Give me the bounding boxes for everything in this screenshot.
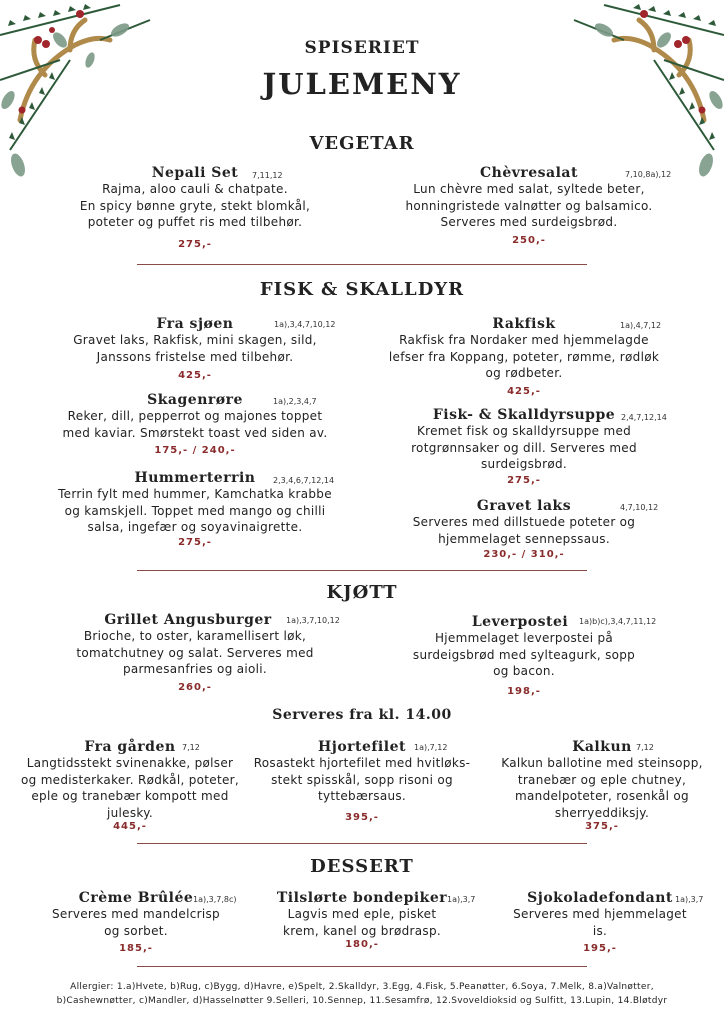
item-allergens: 2,3,4,6,7,12,14 [273, 476, 335, 485]
item-name: Tilslørte bondepiker [276, 890, 448, 906]
menu-title: JULEMENY [262, 67, 462, 101]
item-price: 185,- [119, 943, 153, 954]
item-price: 425,- [507, 385, 541, 397]
item-price: 275,- [178, 536, 212, 548]
menu-item-leverpostei [386, 614, 662, 697]
item-allergens: 1a),7,12 [414, 743, 448, 752]
item-price: 250,- [512, 234, 546, 246]
item-name: Chèvresalat [480, 165, 578, 181]
allergy-legend [0, 980, 724, 1008]
item-price: 375,- [585, 821, 619, 832]
section-heading-fisk-skalldyr: FISK & SKALLDYR [259, 279, 465, 300]
item-name: Nepali Set [151, 165, 239, 181]
item-allergens: 1a),2,3,4,7 [273, 397, 317, 406]
item-allergens: 1a),3,4,7,10,12 [274, 320, 336, 329]
menu-item-nepali-set [57, 165, 333, 250]
item-description: Serveres med mandelcrisp og sorbet. [52, 907, 220, 938]
item-description: Gravet laks, Rakfisk, mini skagen, sild, Janssons fristelse med tilbehør. [73, 333, 317, 364]
allergy-line-2: b)Cashewnøtter, c)Mandler, d)Hasselnøtter 9.Selleri, 10.Sennep, 11.Sesamfrø, 12.Svoveldioksid og Sulfitt, 13.Lupin, 14.Bløtdyr [56, 996, 668, 1006]
item-description: Hjemmelaget leverpostei på surdeigsbrød med sylteagurk, sopp og bacon. [412, 631, 636, 678]
item-allergens: 1a),4,7,12 [620, 321, 662, 330]
item-price: 195,- [583, 943, 617, 954]
item-price: 275,- [178, 238, 212, 250]
section-heading-vegetar: VEGETAR [309, 133, 415, 154]
item-description: Rajma, aloo cauli & chatpate. En spicy bønne gryte, stekt blomkål, poteter og puffet ris med tilbehør. [79, 182, 311, 229]
item-description: Terrin fylt med hummer, Kamchatka krabbe og kamskjell. Toppet med mango og chilli salsa, ingefær og soyavinaigrette. [58, 487, 332, 534]
restaurant-name: SPISERIET [304, 38, 420, 58]
item-price: 395,- [345, 811, 379, 823]
item-allergens: 7,12 [182, 743, 200, 752]
item-name: Sjokoladefondant [527, 890, 673, 906]
item-name: Skagenrøre [147, 392, 243, 408]
item-allergens: 7,12 [636, 743, 654, 752]
item-price: 425,- [178, 370, 212, 381]
item-description: Rosastekt hjortefilet med hvitløks- stekt spisskål, sopp risoni og tyttebærsaus. [253, 756, 471, 803]
item-description: Kremet fisk og skalldyrsuppe med rotgrønnsaker og dill. Serveres med surdeigsbrød. [411, 424, 637, 471]
item-price: 175,- / 240,- [154, 445, 236, 456]
item-name: Fra gården [84, 739, 176, 755]
item-description: Serveres med dillstuede poteter og hjemmelaget sennepssaus. [412, 515, 636, 546]
item-name: Kalkun [572, 739, 632, 755]
item-allergens: 1a),3,7 [447, 895, 476, 904]
item-allergens: 1a),3,7,10,12 [286, 616, 340, 625]
item-price: 198,- [507, 685, 541, 697]
item-name: Grillet Angusburger [104, 612, 272, 628]
section-divider [137, 843, 587, 844]
item-description: Rakfisk fra Nordaker med hjemmelagde lefser fra Koppang, poteter, rømme, rødløk og rødbeter. [388, 333, 660, 380]
item-allergens: 2,4,7,12,14 [621, 413, 667, 422]
item-description: Brioche, to oster, karamellisert løk, tomatchutney og salat. Serveres med parmesanfries og aioli. [76, 629, 314, 676]
item-name: Fra sjøen [156, 316, 234, 332]
section-divider [137, 966, 587, 967]
item-name: Gravet laks [476, 498, 572, 514]
allergy-line-1: Allergier: 1.a)Hvete, b)Rug, c)Bygg, d)Havre, e)Spelt, 2.Skalldyr, 3.Egg, 4.Fisk, 5.Peanøtter, 6.Soya, 7.Melk, 8.a)Valnøtter, [70, 982, 654, 992]
item-price: 275,- [507, 474, 541, 486]
item-name: Leverpostei [471, 614, 569, 630]
item-price: 260,- [178, 681, 212, 693]
item-allergens: 1a),3,7,8c) [193, 895, 237, 904]
item-description: Serveres med hjemmelaget is. [513, 907, 687, 938]
item-allergens: 7,10,8a),12 [625, 170, 672, 179]
menu-item-kalkun [486, 739, 718, 832]
item-price: 230,- / 310,- [483, 549, 565, 560]
item-description: Reker, dill, pepperrot og majones toppet med kaviar. Smørstekt toast ved siden av. [62, 409, 328, 440]
item-description: Langtidsstekt svinenakke, pølser og medisterkaker. Rødkål, poteter, eple og tranebær kompott med julesky. [21, 756, 239, 820]
section-divider [137, 264, 587, 265]
item-price: 180,- [345, 939, 379, 950]
item-description: Kalkun ballotine med steinsopp, tranebær og eple chutney, mandelpoteter, rosenkål og sherryeddiksjy. [501, 756, 703, 820]
item-allergens: 1a),3,7 [675, 895, 704, 904]
section-divider [137, 570, 587, 571]
item-description: Lun chèvre med salat, syltede beter, honningristede valnøtter og balsamico. Serveres med surdeigsbrød. [405, 182, 653, 229]
item-allergens: 1a)b)c),3,4,7,11,12 [579, 617, 657, 626]
item-name: Hjortefilet [318, 739, 406, 755]
serving-time-note: Serveres fra kl. 14.00 [272, 707, 452, 723]
section-heading-dessert: DESSERT [310, 856, 414, 877]
item-name: Rakfisk [492, 316, 556, 332]
item-allergens: 7,11,12 [252, 171, 283, 180]
item-price: 445,- [113, 821, 147, 832]
menu-item-tilslorte-bondepiker [256, 890, 468, 950]
item-name: Crème Brûlée [78, 890, 194, 906]
item-allergens: 4,7,10,12 [620, 503, 659, 512]
item-name: Hummerterrin [134, 470, 256, 486]
section-heading-kjott: KJØTT [326, 582, 398, 603]
menu-item-fra-garden [14, 739, 246, 832]
item-description: Lagvis med eple, pisket krem, kanel og brødrasp. [282, 907, 441, 938]
item-name: Fisk- & Skalldyrsuppe [432, 407, 616, 423]
